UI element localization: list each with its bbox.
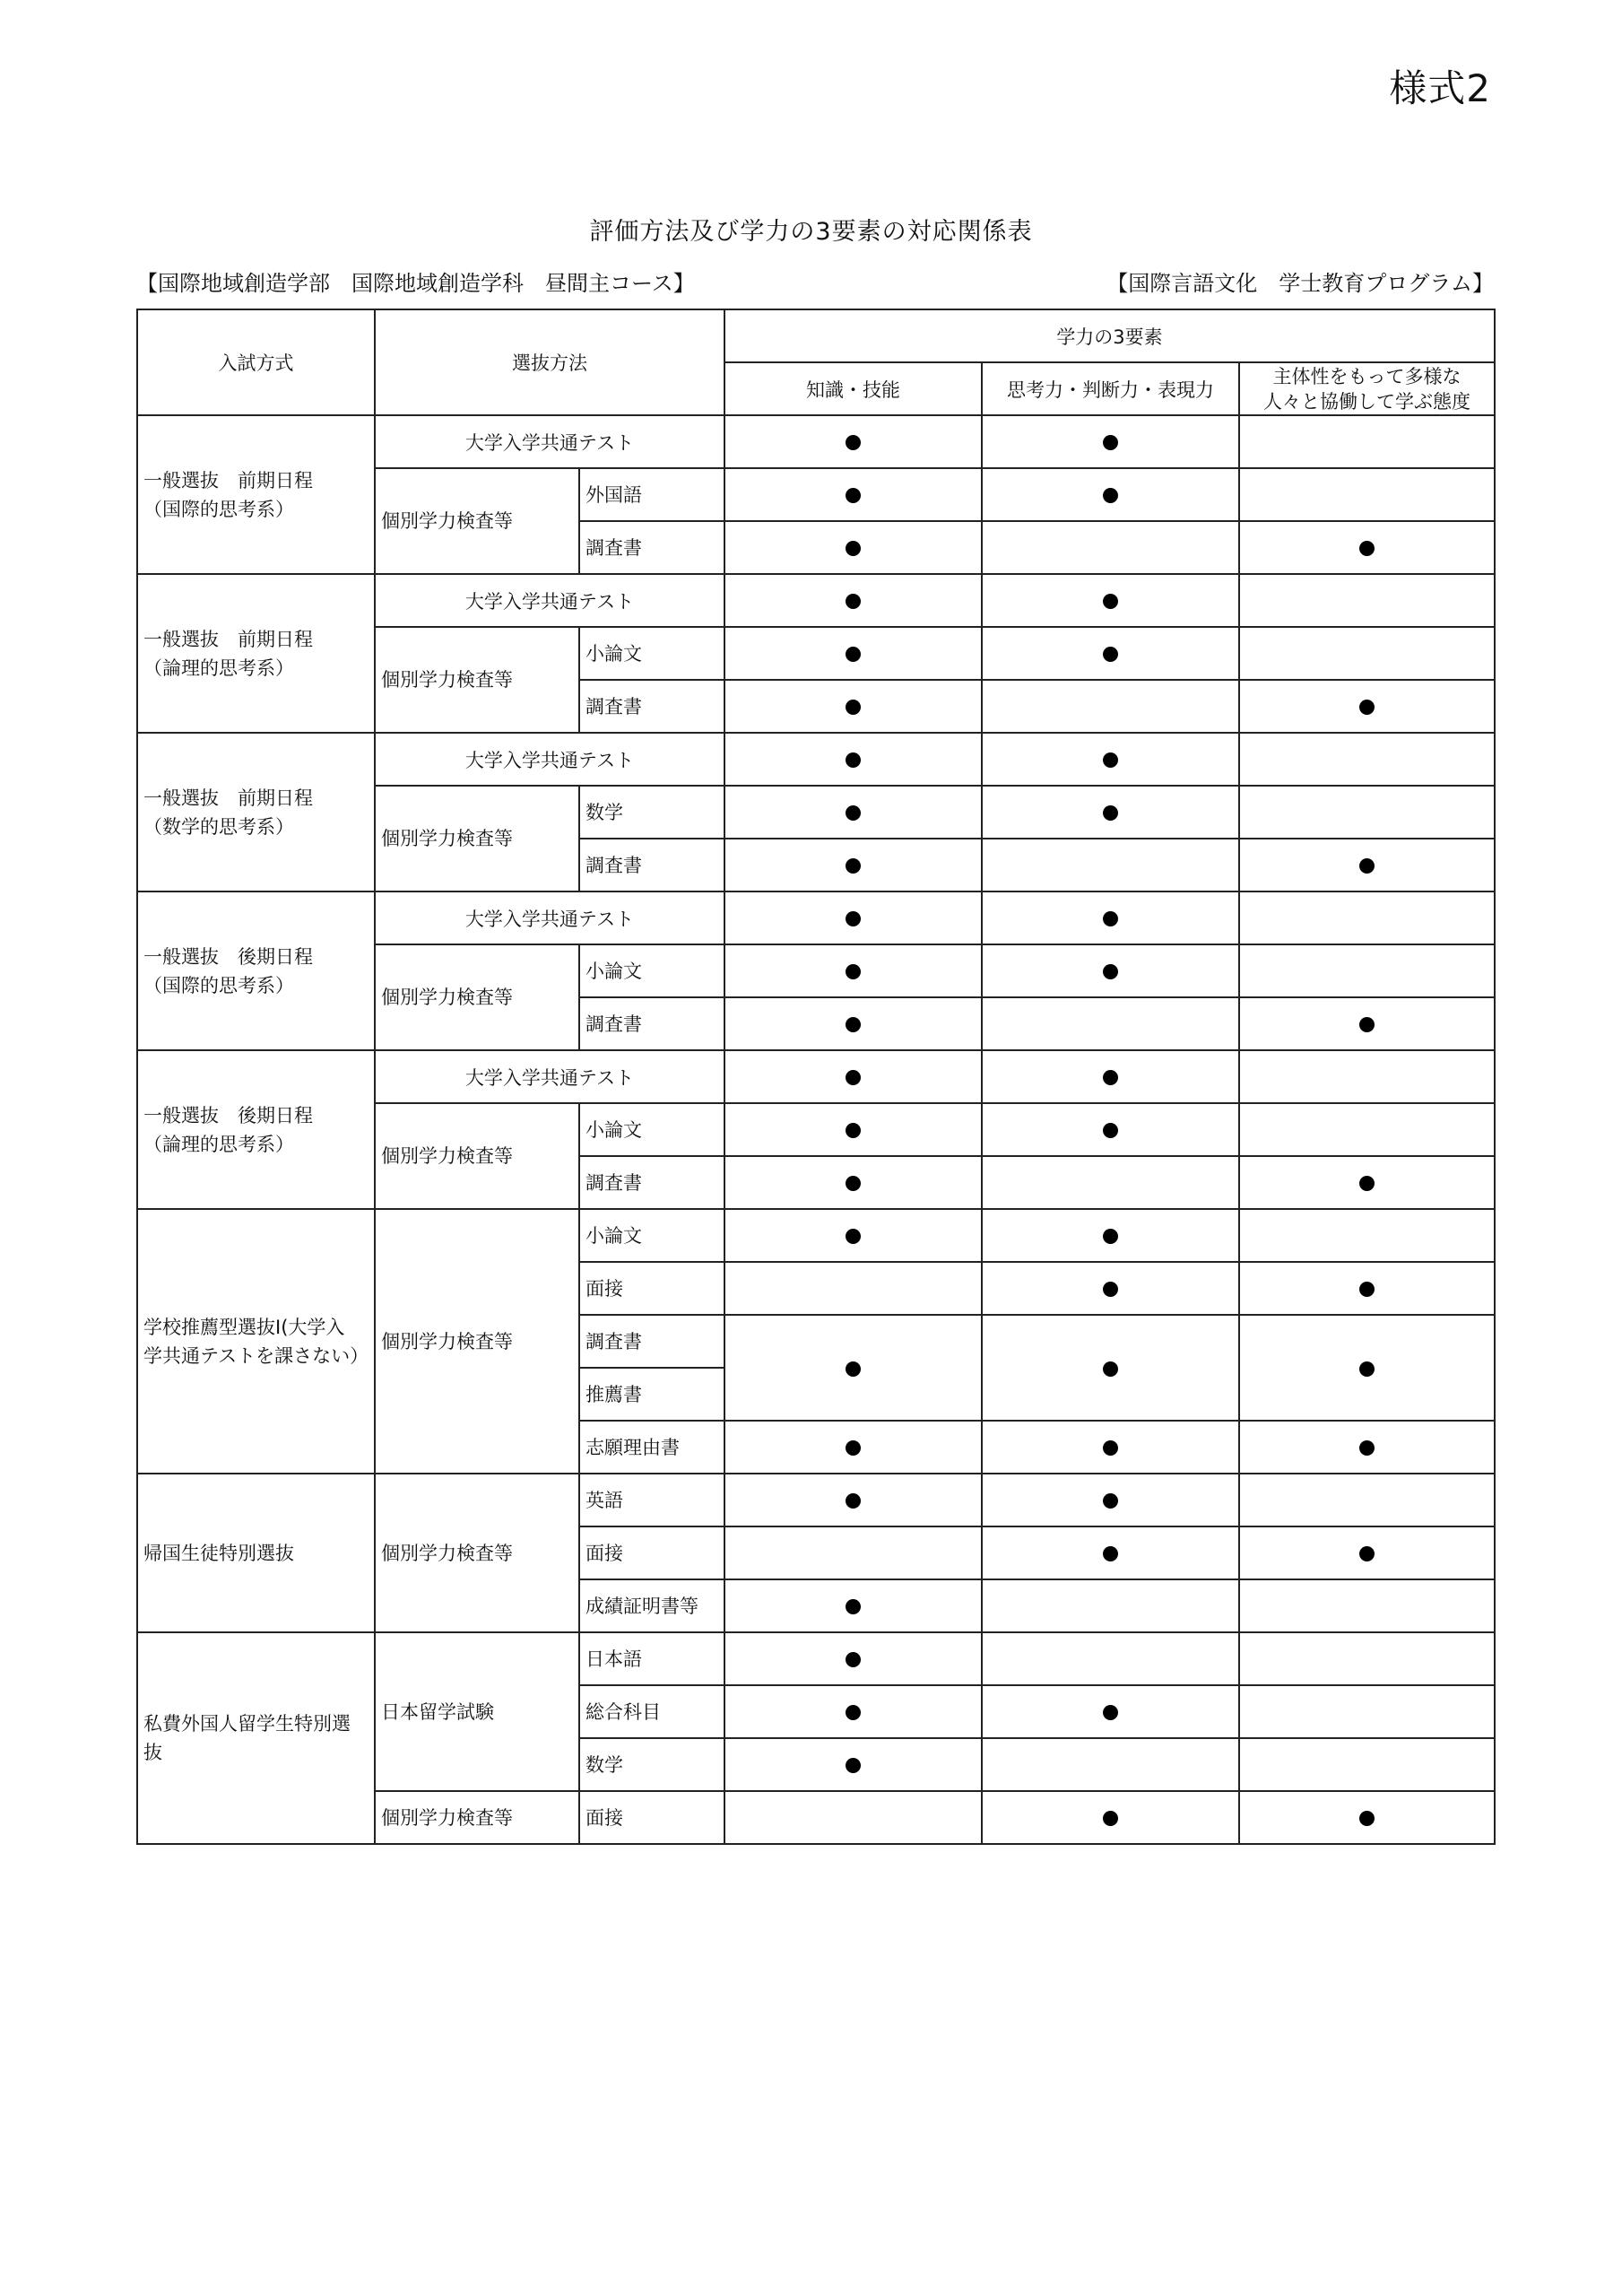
mark-cell	[1239, 468, 1495, 521]
form-number: 様式2	[1389, 66, 1491, 110]
selection-cell: 個別学力検査等	[375, 786, 579, 891]
selection-cell: 日本留学試験	[375, 1632, 579, 1791]
bullet-mark	[846, 1361, 861, 1377]
mark-cell	[982, 415, 1239, 468]
mark-cell	[1239, 1315, 1495, 1421]
bullet-mark	[846, 964, 861, 979]
mark-cell	[1239, 944, 1495, 997]
mark-cell	[1239, 574, 1495, 627]
mark-cell	[982, 733, 1239, 786]
mark-cell	[982, 786, 1239, 839]
mark-cell	[1239, 1050, 1495, 1103]
elements-header: 学力の3要素	[724, 309, 1495, 362]
attitude-header	[1239, 362, 1495, 415]
knowledge-header: 知識・技能	[724, 362, 982, 415]
item-cell: 調査書	[579, 997, 724, 1050]
item-cell: 調査書	[579, 1156, 724, 1209]
evaluation-table	[136, 309, 1496, 1845]
mark-cell	[982, 1526, 1239, 1579]
bullet-mark	[1359, 541, 1375, 556]
bullet-mark	[1359, 700, 1375, 715]
mark-cell	[982, 839, 1239, 891]
mark-cell	[724, 627, 982, 680]
mark-cell	[982, 944, 1239, 997]
mark-cell	[724, 1738, 982, 1791]
mark-cell	[724, 1791, 982, 1844]
mark-cell	[982, 891, 1239, 944]
attitude-header-line1: 主体性をもって多様な	[1272, 365, 1462, 387]
mark-cell	[1239, 1474, 1495, 1526]
method-line1: 一般選抜 前期日程	[143, 787, 313, 809]
mark-cell	[982, 1262, 1239, 1315]
mark-cell	[982, 468, 1239, 521]
mark-cell	[982, 1421, 1239, 1474]
mark-cell	[724, 1632, 982, 1685]
item-cell: 調査書	[579, 839, 724, 891]
mark-cell	[1239, 839, 1495, 891]
bullet-mark	[846, 1070, 861, 1085]
bullet-mark	[1359, 1440, 1375, 1456]
mark-cell	[982, 1632, 1239, 1685]
bullet-mark	[846, 1176, 861, 1191]
bullet-mark	[1103, 1811, 1118, 1826]
mark-cell	[1239, 1632, 1495, 1685]
bullet-mark	[846, 488, 861, 503]
bullet-mark	[846, 541, 861, 556]
bullet-mark	[846, 435, 861, 450]
bullet-mark	[1103, 488, 1118, 503]
mark-cell	[982, 1579, 1239, 1632]
table-row	[137, 1050, 1495, 1103]
mark-cell	[1239, 680, 1495, 733]
bullet-mark	[846, 647, 861, 662]
mark-cell	[1239, 1209, 1495, 1262]
mark-cell	[982, 680, 1239, 733]
mark-cell	[982, 521, 1239, 574]
bullet-mark	[1103, 752, 1118, 768]
bullet-mark	[1359, 858, 1375, 874]
bullet-mark	[846, 858, 861, 874]
item-cell: 英語	[579, 1474, 724, 1526]
bullet-mark	[846, 1440, 861, 1456]
method-line1: 私費外国人留学生特別選	[143, 1713, 351, 1735]
bullet-mark	[1359, 1282, 1375, 1297]
mark-cell	[724, 1156, 982, 1209]
mark-cell	[1239, 1791, 1495, 1844]
selection-cell: 個別学力検査等	[375, 1474, 579, 1632]
item-cell: 小論文	[579, 627, 724, 680]
bullet-mark	[846, 911, 861, 926]
bullet-mark	[1103, 911, 1118, 926]
mark-cell	[724, 786, 982, 839]
mark-cell	[982, 1315, 1239, 1421]
method-cell	[137, 415, 375, 574]
bullet-mark	[846, 752, 861, 768]
item-cell: 数学	[579, 786, 724, 839]
item-cell: 数学	[579, 1738, 724, 1791]
method-line1: 一般選抜 後期日程	[143, 945, 313, 968]
bullet-mark	[1103, 1705, 1118, 1720]
attitude-header-line2: 人々と協働して学ぶ態度	[1263, 390, 1470, 413]
mark-cell	[724, 1262, 982, 1315]
table-row	[137, 891, 1495, 944]
mark-cell	[1239, 1685, 1495, 1738]
bullet-mark	[846, 1123, 861, 1138]
selection-cell: 個別学力検査等	[375, 627, 579, 733]
item-cell: 小論文	[579, 1103, 724, 1156]
mark-cell	[1239, 1156, 1495, 1209]
mark-cell	[982, 997, 1239, 1050]
selection-header: 選抜方法	[375, 309, 724, 415]
item-cell: 調査書	[579, 680, 724, 733]
bullet-mark	[846, 1017, 861, 1032]
item-cell: 推薦書	[579, 1368, 724, 1421]
bullet-mark	[1359, 1546, 1375, 1561]
bullet-mark	[846, 700, 861, 715]
bullet-mark	[846, 1652, 861, 1667]
item-cell: 面接	[579, 1262, 724, 1315]
table-row	[137, 415, 1495, 468]
method-line2: （数学的思考系）	[143, 815, 294, 838]
table-row	[137, 574, 1495, 627]
mark-cell	[724, 1685, 982, 1738]
bullet-mark	[1103, 964, 1118, 979]
mark-cell	[724, 680, 982, 733]
mark-cell	[724, 944, 982, 997]
item-cell: 総合科目	[579, 1685, 724, 1738]
method-line1: 一般選抜 前期日程	[143, 628, 313, 650]
bullet-mark	[846, 1493, 861, 1509]
selection-cell: 個別学力検査等	[375, 1103, 579, 1209]
mark-cell	[982, 1791, 1239, 1844]
mark-cell	[1239, 1526, 1495, 1579]
bullet-mark	[1103, 1123, 1118, 1138]
item-cell: 面接	[579, 1526, 724, 1579]
bullet-mark	[1103, 805, 1118, 821]
bullet-mark	[1103, 1070, 1118, 1085]
bullet-mark	[1103, 1493, 1118, 1509]
mark-cell	[1239, 1738, 1495, 1791]
mark-cell	[1239, 521, 1495, 574]
bullet-mark	[846, 1599, 861, 1614]
bullet-mark	[1359, 1017, 1375, 1032]
mark-cell	[724, 1526, 982, 1579]
table-row	[137, 1209, 1495, 1262]
mark-cell	[982, 1474, 1239, 1526]
selection-cell: 大学入学共通テスト	[375, 1050, 724, 1103]
item-cell: 調査書	[579, 521, 724, 574]
mark-cell	[982, 1103, 1239, 1156]
bullet-mark	[1103, 1440, 1118, 1456]
program-label: 【国際言語文化 学士教育プログラム】	[1106, 271, 1494, 296]
selection-cell: 個別学力検査等	[375, 1791, 579, 1844]
method-line1: 学校推薦型選抜I(大学入	[143, 1316, 345, 1338]
method-cell	[137, 733, 375, 891]
mark-cell	[724, 839, 982, 891]
header-row	[137, 309, 1495, 362]
mark-cell	[1239, 733, 1495, 786]
mark-cell	[724, 1209, 982, 1262]
selection-cell: 個別学力検査等	[375, 944, 579, 1050]
mark-cell	[1239, 415, 1495, 468]
mark-cell	[724, 521, 982, 574]
document-title: 評価方法及び学力の3要素の対応関係表	[589, 218, 1033, 246]
bullet-mark	[846, 1758, 861, 1773]
method-line2: （論理的思考系）	[143, 1133, 294, 1155]
bullet-mark	[1103, 594, 1118, 609]
mark-cell	[724, 468, 982, 521]
selection-cell: 大学入学共通テスト	[375, 733, 724, 786]
method-line2: （論理的思考系）	[143, 657, 294, 679]
item-cell: 小論文	[579, 1209, 724, 1262]
item-cell: 外国語	[579, 468, 724, 521]
item-cell: 面接	[579, 1791, 724, 1844]
selection-cell: 個別学力検査等	[375, 1209, 579, 1474]
bullet-mark	[846, 594, 861, 609]
mark-cell	[1239, 1579, 1495, 1632]
method-cell	[137, 1050, 375, 1209]
mark-cell	[1239, 786, 1495, 839]
mark-cell	[724, 997, 982, 1050]
mark-cell	[982, 1738, 1239, 1791]
bullet-mark	[1359, 1811, 1375, 1826]
item-cell: 成績証明書等	[579, 1579, 724, 1632]
selection-cell: 個別学力検査等	[375, 468, 579, 574]
bullet-mark	[1103, 435, 1118, 450]
mark-cell	[724, 1579, 982, 1632]
mark-cell	[724, 574, 982, 627]
mark-cell	[982, 1209, 1239, 1262]
mark-cell	[1239, 1103, 1495, 1156]
bullet-mark	[1103, 1546, 1118, 1561]
mark-cell	[1239, 1421, 1495, 1474]
method-line1: 一般選抜 前期日程	[143, 469, 313, 491]
mark-cell	[1239, 1262, 1495, 1315]
mark-cell	[982, 574, 1239, 627]
method-header: 入試方式	[137, 309, 375, 415]
mark-cell	[724, 1050, 982, 1103]
mark-cell	[982, 1685, 1239, 1738]
selection-cell: 大学入学共通テスト	[375, 415, 724, 468]
item-cell: 調査書	[579, 1315, 724, 1368]
bullet-mark	[1103, 647, 1118, 662]
bullet-mark	[1359, 1176, 1375, 1191]
mark-cell	[1239, 997, 1495, 1050]
thinking-header: 思考力・判断力・表現力	[982, 362, 1239, 415]
mark-cell	[724, 1103, 982, 1156]
mark-cell	[724, 891, 982, 944]
method-line2: （国際的思考系）	[143, 974, 294, 996]
mark-cell	[724, 415, 982, 468]
bullet-mark	[1103, 1282, 1118, 1297]
method-cell: 帰国生徒特別選抜	[137, 1474, 375, 1632]
mark-cell	[1239, 891, 1495, 944]
mark-cell	[724, 1421, 982, 1474]
mark-cell	[724, 1315, 982, 1421]
selection-cell: 大学入学共通テスト	[375, 574, 724, 627]
bullet-mark	[1103, 1229, 1118, 1244]
bullet-mark	[1359, 1361, 1375, 1377]
bullet-mark	[846, 1705, 861, 1720]
method-line2: 抜	[143, 1742, 162, 1763]
mark-cell	[724, 733, 982, 786]
mark-cell	[982, 1050, 1239, 1103]
mark-cell	[724, 1474, 982, 1526]
method-cell	[137, 574, 375, 733]
mark-cell	[982, 627, 1239, 680]
method-line2: （国際的思考系）	[143, 498, 294, 520]
method-line1: 一般選抜 後期日程	[143, 1104, 313, 1126]
mark-cell	[1239, 627, 1495, 680]
table-row	[137, 1632, 1495, 1685]
item-cell: 志願理由書	[579, 1421, 724, 1474]
bullet-mark	[846, 805, 861, 821]
method-line2: 学共通テストを課さない）	[143, 1344, 369, 1367]
table-row	[137, 1474, 1495, 1526]
table-row	[137, 733, 1495, 786]
method-cell	[137, 1209, 375, 1474]
method-cell	[137, 1632, 375, 1844]
faculty-label: 【国際地域創造学部 国際地域創造学科 昼間主コース】	[136, 271, 695, 296]
selection-cell: 大学入学共通テスト	[375, 891, 724, 944]
item-cell: 小論文	[579, 944, 724, 997]
bullet-mark	[1103, 1361, 1118, 1377]
method-cell	[137, 891, 375, 1050]
mark-cell	[982, 1156, 1239, 1209]
bullet-mark	[846, 1229, 861, 1244]
item-cell: 日本語	[579, 1632, 724, 1685]
